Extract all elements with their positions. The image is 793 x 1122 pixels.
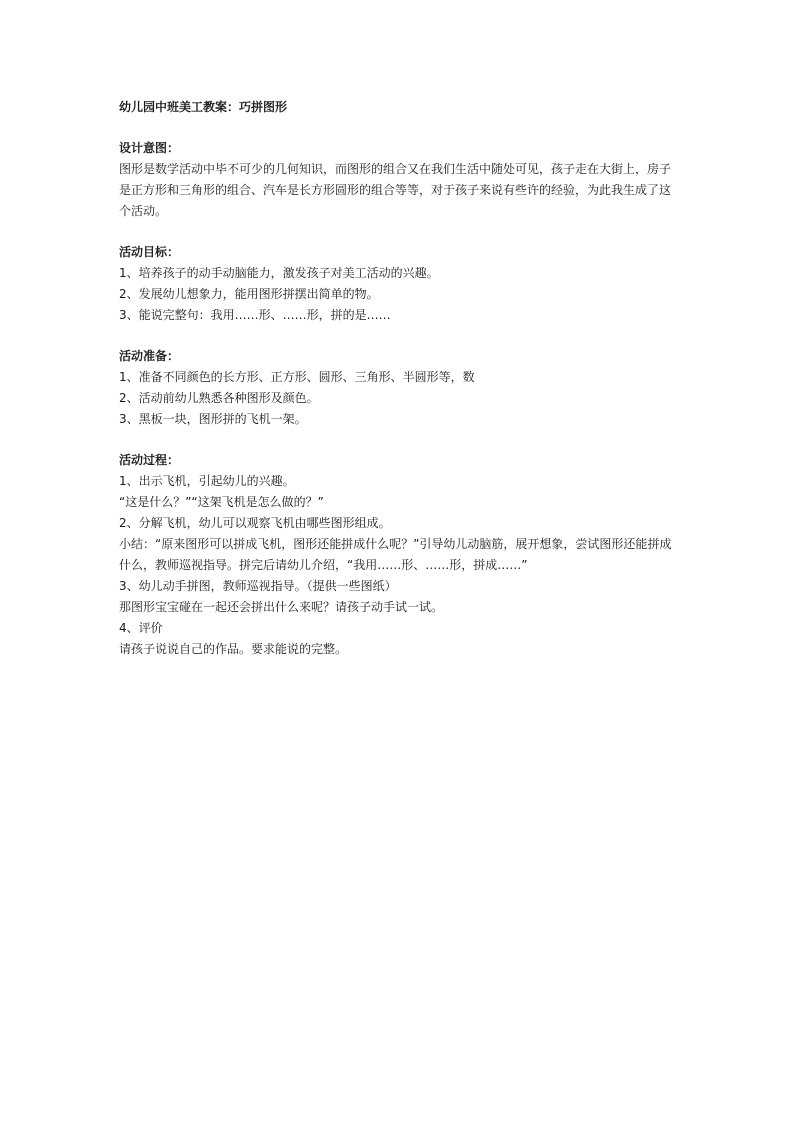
list-item: 3、能说完整句：我用……形、……形，拼的是……: [119, 308, 391, 322]
list-item: 1、准备不同颜色的长方形、正方形、圆形、三角形、半圆形等，数: [119, 370, 475, 384]
list-item: 1、培养孩子的动手动脑能力，激发孩子对美工活动的兴趣。: [119, 266, 439, 280]
section-heading: 活动目标：: [119, 245, 180, 259]
section-design-intent: [119, 138, 679, 222]
section-heading: 设计意图：: [119, 141, 180, 155]
section-heading: 活动准备：: [119, 349, 180, 363]
section-process: [119, 450, 679, 660]
list-item: 3、幼儿动手拼图，教师巡视指导。（提供一些图纸）: [119, 579, 397, 593]
list-item: 那图形宝宝碰在一起还会拼出什么来呢？请孩子动手试一试。: [119, 600, 444, 614]
list-item: 4、评价: [119, 621, 163, 635]
list-item: 2、活动前幼儿熟悉各种图形及颜色。: [119, 391, 319, 405]
list-item: 3、黑板一块，图形拼的飞机一架。: [119, 412, 307, 426]
list-item: 2、分解飞机，幼儿可以观察飞机由哪些图形组成。: [119, 516, 391, 530]
section-goals: [119, 242, 679, 326]
list-item: 请孩子说说自己的作品。要求能说的完整。: [119, 642, 348, 656]
section-preparation: [119, 346, 679, 430]
document-title: 幼儿园中班美工教案：巧拼图形: [119, 100, 288, 114]
section-heading: 活动过程：: [119, 453, 180, 467]
paragraph: 图形是数学活动中毕不可少的几何知识，而图形的组合又在我们生活中随处可见，孩子走在大街上，房子是正方形和三角形的组合、汽车是长方形圆形的组合等等，对于孩子来说有些许的经验，为此我生成了这个活动。: [119, 162, 672, 218]
document-page: [119, 97, 679, 660]
list-item: 小结：“原来图形可以拼成飞机，图形还能拼成什么呢？”引导幼儿动脑筋，展开想象，尝试图形还能拼成什么，教师巡视指导。拼完后请幼儿介绍，“我用……形、……形，拼成……”: [119, 537, 672, 572]
list-item: 1、出示飞机，引起幼儿的兴趣。: [119, 474, 295, 488]
list-item: 2、发展幼儿想象力，能用图形拼摆出简单的物。: [119, 287, 379, 301]
list-item: “这是什么？”“这架飞机是怎么做的？”: [119, 495, 324, 509]
